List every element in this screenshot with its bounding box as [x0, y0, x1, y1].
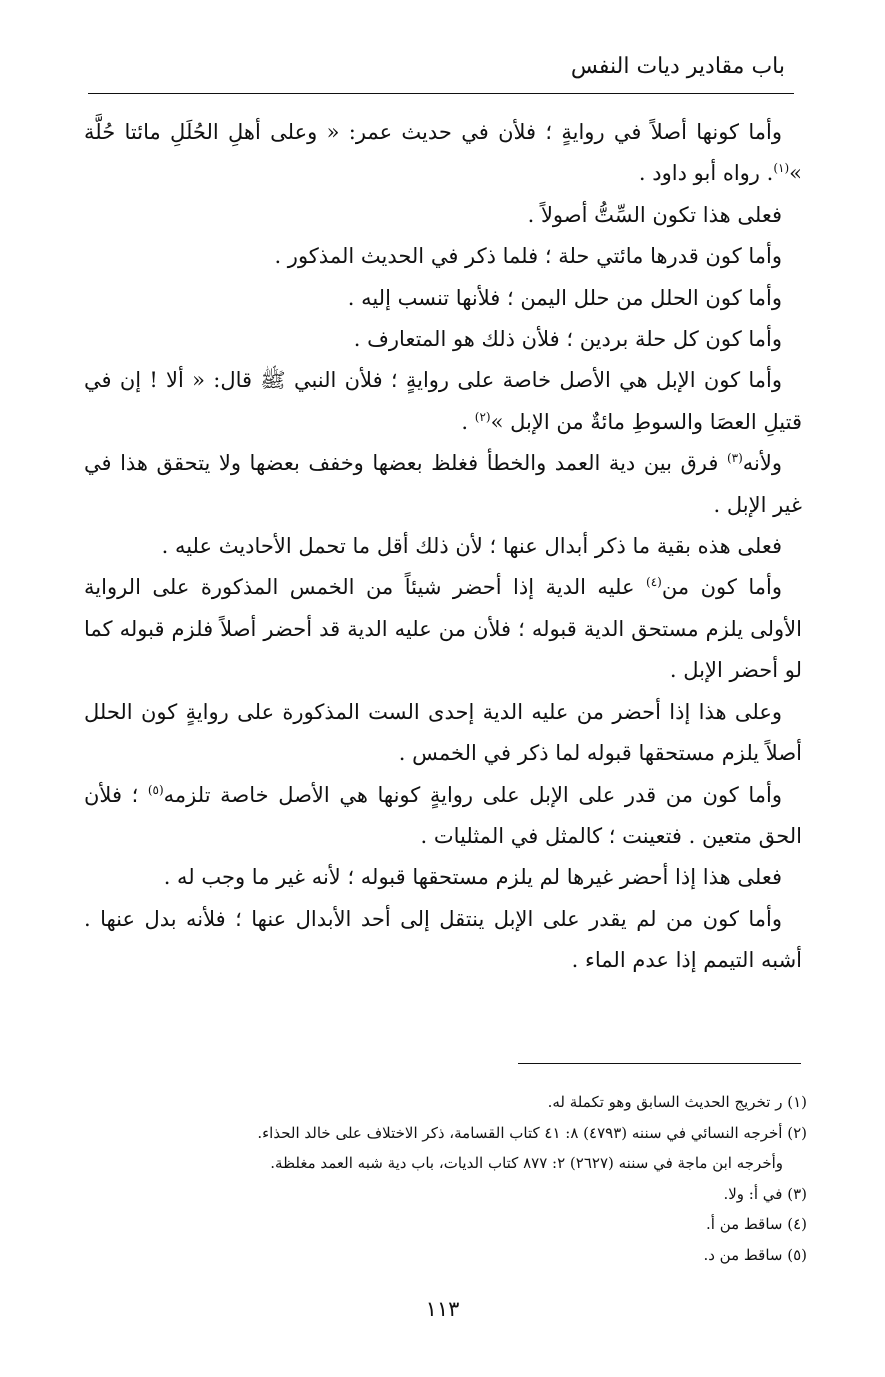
page-number: ١١٣: [425, 1297, 460, 1321]
paragraph: [84, 112, 802, 195]
paragraph-text: وأما كون من لم يقدر على الإبل ينتقل إلى أحد الأبدال عنها ؛ فلأنه بدل عنها . أشبه التيمم إذا عدم الماء .: [84, 906, 802, 973]
paragraph-text: ولأنه: [742, 451, 782, 476]
paragraph-text: وأما كونها أصلاً في روايةٍ ؛ فلأن في حديث عمر: « وعلى أهلِ الحُلَلِ مائتا حُلَّة »: [84, 120, 802, 186]
main-text: [84, 112, 802, 982]
paragraph: [84, 899, 802, 982]
paragraph-text: فعلى هذا تكون السِّتُّ أصولاً .: [527, 202, 782, 227]
paragraph-text: وعلى هذا إذا أحضر من عليه الدية إحدى الست المذكورة على روايةٍ كون الحلل أصلاً يلزم مستحقها قبوله لما ذكر في الخمس .: [84, 699, 802, 766]
paragraph-text-continued: .: [461, 409, 475, 434]
footnote-reference[interactable]: (٢): [474, 409, 491, 424]
footnote: (٣) في أ: ولا.: [723, 1184, 807, 1203]
footnote-reference[interactable]: (٥): [147, 782, 164, 797]
paragraph-text-continued: ؛ فلأن الحق متعين . فتعينت ؛ كالمثل في المثليات .: [84, 782, 802, 848]
footnote: (٢) أخرجه النسائي في سننه (٤٧٩٣) ٨: ٤١ كتاب القسامة، ذكر الاختلاف على خالد الحذاء.: [257, 1123, 807, 1142]
paragraph: [84, 775, 802, 858]
paragraph-text: وأما كون قدرها مائتي حلة ؛ فلما ذكر في الحديث المذكور .: [274, 244, 782, 269]
paragraph-text: وأما كون كل حلة بردين ؛ فلأن ذلك هو المتعارف .: [353, 327, 782, 352]
footnotes: [147, 1087, 807, 1271]
running-head: باب مقادير ديات النفس: [570, 54, 785, 79]
paragraph-text: وأما كون الحلل من حلل اليمن ؛ فلأنها تنسب إليه .: [347, 285, 782, 310]
paragraph: [84, 360, 802, 443]
paragraph-text: فعلى هذه بقية ما ذكر أبدال عنها ؛ لأن ذلك أقل ما تحمل الأحاديث عليه .: [161, 534, 782, 559]
paragraph: [84, 278, 802, 319]
paragraph-text: فعلى هذا إذا أحضر غيرها لم يلزم مستحقها قبوله ؛ لأنه غير ما وجب له .: [163, 865, 782, 890]
footnote: (٤) ساقط من أ.: [705, 1215, 807, 1234]
paragraph: [84, 526, 802, 567]
footnote-reference[interactable]: (١): [773, 161, 790, 176]
footnote-reference[interactable]: (٣): [726, 451, 743, 466]
paragraph: [84, 857, 802, 898]
paragraph-text: وأما كون من قدر على الإبل على روايةٍ كونها هي الأصل خاصة تلزمه: [163, 782, 782, 807]
footnote: (١) ر تخريج الحديث السابق وهو تكملة له.: [547, 1093, 807, 1111]
footnote-continuation: وأخرجه ابن ماجة في سننه (٢٦٢٧) ٢: ٨٧٧ كتاب الديات، باب دية شبه العمد مغلظة.: [270, 1154, 783, 1173]
footnote-reference[interactable]: (٤): [646, 575, 662, 590]
paragraph: [84, 236, 802, 277]
paragraph-text: وأما كون الإبل هي الأصل خاصة على روايةٍ ؛ فلأن النبي ﷺ قال: « ألا ! إن في قتيلِ العصَا والسوطِ مائةٌ من الإبل »: [84, 368, 802, 434]
paragraph-text-continued: فرق بين دية العمد والخطأ فغلظ بعضها وخفف بعضها ولا يتحقق هذا في غير الإبل .: [84, 451, 802, 517]
paragraph-text-continued: . رواه أبو داود .: [638, 161, 774, 186]
paragraph: [84, 443, 802, 526]
paragraph-text-continued: عليه الدية إذا أحضر شيئاً من الخمس المذكورة على الرواية الأولى يلزم مستحق الدية قبوله ؛ فلأن من عليه الدية قد أحضر أصلاً فلزم قبوله كما لو أحضر الإبل .: [84, 575, 802, 683]
paragraph: [84, 319, 802, 360]
paragraph: [84, 195, 802, 236]
header-divider: [88, 93, 794, 94]
paragraph: [84, 692, 802, 775]
footnote: (٥) ساقط من د.: [703, 1245, 807, 1264]
footnote-divider: [518, 1063, 801, 1064]
paragraph: [84, 567, 802, 691]
paragraph-text: وأما كون من: [661, 575, 782, 600]
